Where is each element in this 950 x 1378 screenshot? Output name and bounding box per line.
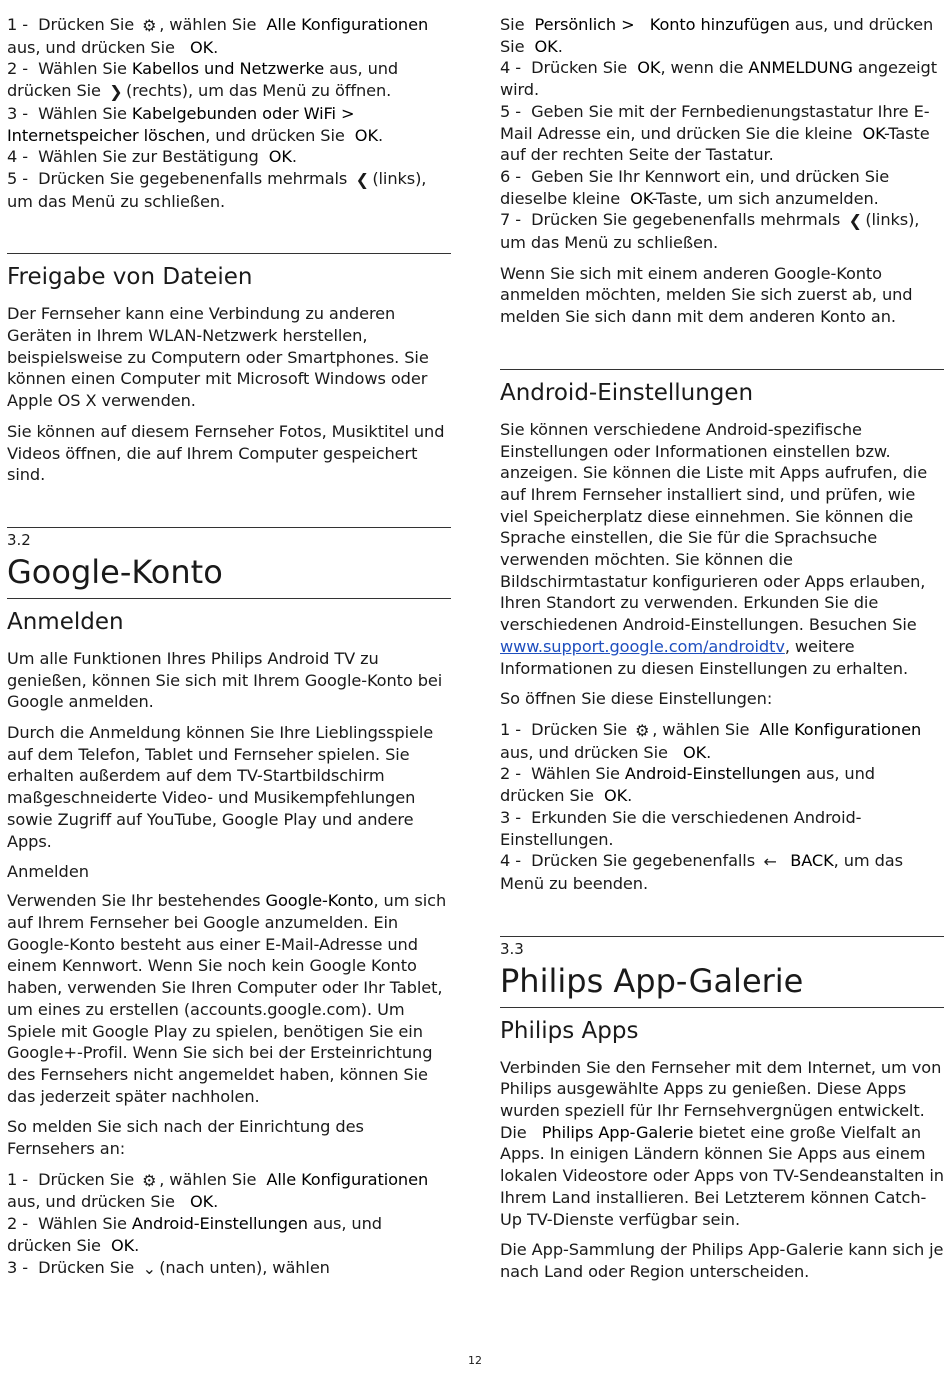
gear-icon: ⚙	[142, 1170, 157, 1190]
back-arrow-icon: ←	[763, 852, 777, 872]
section-divider	[500, 1007, 944, 1008]
chevron-right-icon: ❯	[109, 82, 123, 102]
chevron-left-icon: ❮	[848, 211, 862, 231]
step-1: 1 - Drücken Sie ⚙ , wählen Sie Alle Konfigurationen aus, und drücken Sie OK. 2 - Wählen Sie Kabellos und Netzwerke aus, und drücken Sie ❯ (rechts), um das Menü zu öffnen. 3 - Wählen Sie Kabelgebunden oder WiFi > Internetspeicher löschen, und drücken Sie OK. 4 - Wählen Sie zur Bestätigung OK. 5 - Drücken Sie gegebenenfalls mehrmals ❮ (links), um das Menü zu schließen.	[7, 15, 429, 211]
file-sharing-paragraph-2: Sie können auf diesem Fernseher Fotos, Musiktitel und Videos öffnen, die auf Ihrem Computer gespeichert sind.	[7, 421, 445, 485]
support-link[interactable]: www.support.google.com/androidtv	[500, 636, 785, 656]
section-divider	[500, 936, 944, 937]
section-divider	[7, 253, 451, 254]
google-paragraph-4: So melden Sie sich nach der Einrichtung des Fernsehers an:	[7, 1117, 364, 1159]
philips-paragraph-2: Die App-Sammlung der Philips App-Galerie kann sich je nach Land oder Region unterscheiden.	[500, 1240, 944, 1281]
section-title-philips-app-gallery: Philips App-Galerie	[500, 961, 804, 1000]
android-paragraph-2: So öffnen Sie diese Einstellungen:	[500, 689, 773, 709]
section-divider	[7, 598, 451, 599]
section-divider	[500, 369, 944, 370]
google-steps-continued: Sie Persönlich > Konto hinzufügen aus, und drücken Sie OK. 4 - Drücken Sie OK, wenn die ANMELDUNG angezeigt wird. 5 - Geben Sie mit der Fernbedienungstastatur Ihre E-Mail Adresse ein, und drücken Sie die kleine OK-Taste auf der rechten Seite der Tastatur. 6 - Geben Sie Ihr Kennwort ein, und drücken Sie dieselbe kleine OK-Taste, um sich anzumelden. 7 - Drücken Sie gegebenenfalls mehrmals ❮ (links), um das Menü zu schließen.	[500, 15, 937, 253]
google-steps: 1 - Drücken Sie ⚙ , wählen Sie Alle Konfigurationen aus, und drücken Sie OK. 2 - Wählen Sie Android-Einstellungen aus, und drücken Sie OK. 3 - Drücken Sie ⌄ (nach unten), wählen	[7, 1169, 429, 1278]
chevron-left-icon: ❮	[355, 169, 369, 189]
google-paragraph-1: Um alle Funktionen Ihres Philips Android TV zu genießen, können Sie sich mit Ihrem Google-Konto bei Google anmelden.	[7, 648, 443, 712]
philips-paragraph-1: Verbinden Sie den Fernseher mit dem Internet, um von Philips ausgewählte Apps zu genießen. Diese Apps wurden speziell für Ihr Fernsehvergnügen entwickelt. Die Philips App-Galerie bietet eine große Vielfalt an Apps. In einigen Ländern können Sie Apps aus einem lokalen Videostore oder Apps von TV-Sendeanstalten in Ihrem Land installieren. Bei Letzterem können Catch-Up TV-Dienste verfügbar sein.	[500, 1057, 944, 1229]
gear-icon: ⚙	[142, 16, 157, 35]
android-paragraph-1: Sie können verschiedene Android-spezifische Einstellungen oder Informationen einstellen bzw. anzeigen. Sie können die Liste mit Apps aufrufen, die auf Ihrem Fernseher installiert sind, und prüfen, wie viel Speicherplatz diese einnehmen. Sie können die Sprache einstellen, die Sie für die Sprachsuche verwenden möchten. Sie können die Bildschirmtastatur konfigurieren oder Apps erlauben, Ihren Standort zu verwenden. Erkunden Sie die verschiedenen Android-Einstellungen. Besuchen Sie www.support.google.com/androidtv, weitere Informationen zu diesen Einstellungen zu erhalten.	[500, 419, 928, 678]
android-steps: 1 - Drücken Sie ⚙ , wählen Sie Alle Konfigurationen aus, und drücken Sie OK. 2 - Wählen Sie Android-Einstellungen aus, und drücken Sie OK. 3 - Erkunden Sie die verschiedenen Android-Einstellungen. 4 - Drücken Sie gegebenenfalls ← BACK, um das Menü zu beenden.	[500, 719, 922, 893]
section-title-google-account: Google-Konto	[7, 552, 223, 591]
heading-android-settings: Android-Einstellungen	[500, 379, 754, 406]
section-number: 3.2	[7, 530, 31, 549]
subheading-sign-in: Anmelden	[7, 862, 90, 882]
section-number: 3.3	[500, 939, 524, 958]
gear-icon: ⚙	[635, 720, 650, 740]
left-column	[7, 14, 451, 1288]
section-divider	[7, 527, 451, 528]
google-paragraph-3: Verwenden Sie Ihr bestehendes Google-Konto, um sich auf Ihrem Fernseher bei Google anzumelden. Ein Google-Konto besteht aus einer E-Mail-Adresse und einem Kennwort. Wenn Sie noch kein Google Konto haben, verwenden Sie Ihren Computer oder Ihr Tablet, um eines zu erstellen (accounts.google.com). Um Spiele mit Google Play zu spielen, benötigen Sie ein Google+-Profil. Wenn Sie sich bei der Ersteinrichtung des Fernsehers nicht angemeldet haben, können Sie das jederzeit später nachholen.	[7, 891, 447, 1106]
heading-sign-in: Anmelden	[7, 608, 124, 635]
right-column	[500, 14, 944, 1292]
page-number: 12	[468, 1354, 482, 1367]
google-paragraph-2: Durch die Anmeldung können Sie Ihre Lieblingsspiele auf dem Telefon, Tablet und Fernseher spielen. Sie erhalten außerdem auf dem TV-Startbildschirm maßgeschneiderte Video- und Musikempfehlungen sowie Zugriff auf YouTube, Google Play und andere Apps.	[7, 723, 434, 851]
switch-account-paragraph: Wenn Sie sich mit einem anderen Google-Konto anmelden möchten, melden Sie sich zuerst ab, und melden Sie sich dann mit dem anderen Konto an.	[500, 263, 913, 327]
file-sharing-paragraph-1: Der Fernseher kann eine Verbindung zu anderen Geräten in Ihrem WLAN-Netzwerk herstellen, beispielsweise zu Computern oder Smartphones. Sie können einen Computer mit Microsoft Windows oder Apple OS X verwenden.	[7, 304, 429, 411]
heading-file-sharing: Freigabe von Dateien	[7, 264, 253, 291]
heading-philips-apps: Philips Apps	[500, 1017, 639, 1044]
chevron-down-icon: ⌄	[142, 1258, 156, 1278]
